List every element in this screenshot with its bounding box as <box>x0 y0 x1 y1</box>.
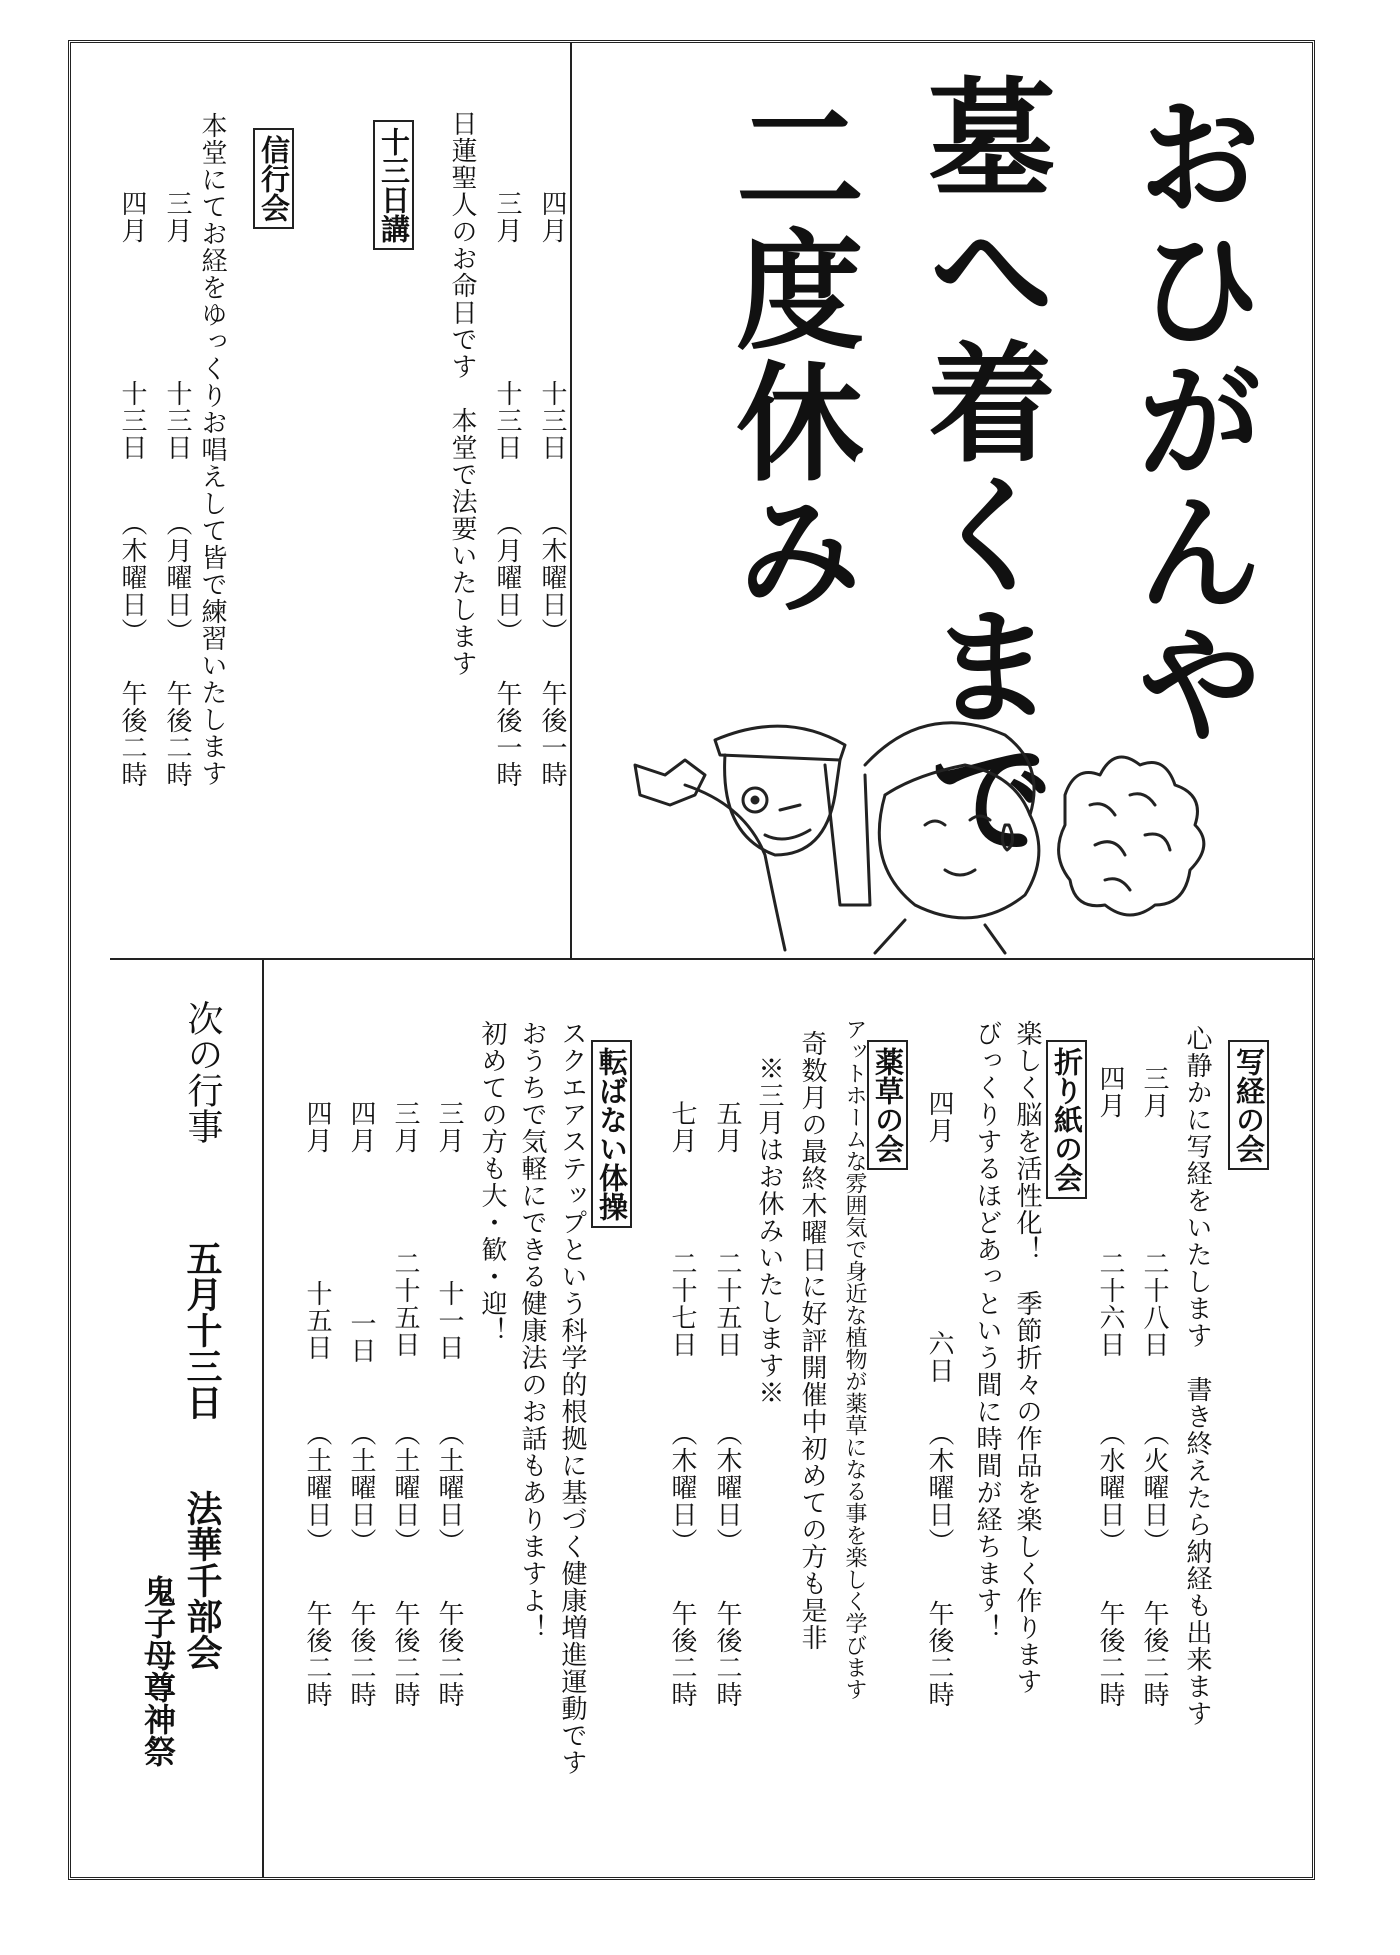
shingyo-row-1-weekday: （月曜日） <box>162 510 192 645</box>
taiso-row-1-weekday: （土曜日） <box>434 1420 464 1555</box>
middle-divider <box>110 958 1315 960</box>
shingyo-section <box>253 118 310 235</box>
shingyo-row-2-weekday: （木曜日） <box>117 510 147 645</box>
taiso-desc1: スクエアステップという科学的根拠に基づく健康増進運動です <box>557 1020 587 1776</box>
jusanichi-row-2-month: 四月 <box>537 190 567 244</box>
yakuso-desc2: 奇数月の最終木曜日に好評開催中初めての方も是非 <box>797 1030 827 1651</box>
jusanichi-row-1-month: 三月 <box>492 190 522 244</box>
shakyo-row-1-weekday: （火曜日） <box>1139 1420 1169 1555</box>
child-hair <box>865 723 1034 815</box>
shingyo-row-2-day: 十三日 <box>117 380 147 461</box>
yakuso-row-2-day: 二十七日 <box>667 1250 697 1358</box>
taiso-row-2-day: 二十五日 <box>390 1250 420 1358</box>
yakuso-row-1-month: 五月 <box>712 1100 742 1154</box>
origami-desc1: 楽しく脳を活性化！ 季節折々の作品を楽しく作ります <box>1012 1020 1042 1695</box>
shingyo-row-1-time: 午後二時 <box>162 680 192 788</box>
origami-desc2: びっくりするほどあっという間に時間が経ちます！ <box>972 1020 1002 1641</box>
shakyo-row-2-month: 四月 <box>1095 1065 1125 1119</box>
shingyo-row-2-time: 午後二時 <box>117 680 147 788</box>
shakyo-row-2-weekday: （水曜日） <box>1095 1420 1125 1555</box>
jusanichi-row-2-day: 十三日 <box>537 380 567 461</box>
yakuso-section <box>867 1030 924 1176</box>
jusanichi-row-1-time: 午後一時 <box>492 680 522 788</box>
jusanichi-section <box>373 110 430 256</box>
yakuso-row-2-weekday: （木曜日） <box>667 1420 697 1555</box>
next-event-name2: 鬼子母尊神祭 <box>139 1575 177 1767</box>
pointing-hand <box>635 760 705 805</box>
next-event-name1: 法華千部会 <box>181 1490 223 1670</box>
yakuso-row-1-time: 午後二時 <box>712 1600 742 1708</box>
taiso-row-2-weekday: （土曜日） <box>390 1420 420 1555</box>
origami-section <box>1046 1030 1103 1205</box>
headline-line1: おひがんや <box>1114 90 1263 750</box>
next-event-date: 五月十三日 <box>181 1240 223 1420</box>
shakyo-row-1-month: 三月 <box>1139 1065 1169 1119</box>
taiso-row-4-time: 午後二時 <box>302 1600 332 1708</box>
shingyo-row-1-day: 十三日 <box>162 380 192 461</box>
flowers <box>1059 757 1204 915</box>
towel <box>825 765 870 905</box>
shakyo-section <box>1228 1030 1285 1176</box>
jusanichi-row-1-day: 十三日 <box>492 380 522 461</box>
top-column-divider <box>570 42 572 958</box>
taiso-row-3-month: 四月 <box>346 1100 376 1154</box>
yakuso-row-1-day: 二十五日 <box>712 1250 742 1358</box>
yakuso-row-1-weekday: （木曜日） <box>712 1420 742 1555</box>
headline-line2: 墓へ着くまで <box>906 72 1055 864</box>
yakuso-row-2-month: 七月 <box>667 1100 697 1154</box>
taiso-row-1-month: 三月 <box>434 1100 464 1154</box>
origami-title: 折り紙の会 <box>1046 1040 1087 1199</box>
shakyo-row-2-time: 午後二時 <box>1095 1600 1125 1708</box>
next-event-label: 次の行事 <box>182 1000 223 1144</box>
yakuso-note: ※三月はお休みいたします※ <box>754 1055 784 1406</box>
headline-line3: 二度休み <box>714 92 863 620</box>
jusanichi-desc: 日蓮聖人のお命日です 本堂で法要いたします <box>447 110 477 677</box>
origami-row-1-time: 午後二時 <box>924 1600 954 1708</box>
taiso-title: 転ばない体操 <box>591 1040 632 1228</box>
taiso-row-4-weekday: （土曜日） <box>302 1420 332 1555</box>
shingyo-desc: 本堂にてお経をゆっくりお唱えして皆で練習いたします <box>197 112 227 787</box>
shingyo-title: 信行会 <box>253 128 294 229</box>
taiso-row-3-day: 一日 <box>346 1310 376 1364</box>
origami-row-1-month: 四月 <box>924 1090 954 1144</box>
yakuso-row-2-time: 午後二時 <box>667 1600 697 1708</box>
taiso-desc2: おうちで気軽にできる健康法のお話もありますよ！ <box>517 1020 547 1641</box>
taiso-desc3: 初めての方も大・歓・迎！ <box>477 1020 507 1344</box>
cartoon-illustration <box>625 705 1225 955</box>
shakyo-row-1-day: 二十八日 <box>1139 1250 1169 1358</box>
shakyo-row-2-day: 二十六日 <box>1095 1250 1125 1358</box>
bottom-column-divider <box>262 960 264 1878</box>
shakyo-row-1-time: 午後二時 <box>1139 1600 1169 1708</box>
shakyo-title: 写経の会 <box>1228 1040 1269 1170</box>
taiso-row-4-month: 四月 <box>302 1100 332 1154</box>
taiso-row-2-month: 三月 <box>390 1100 420 1154</box>
taiso-row-2-time: 午後二時 <box>390 1600 420 1708</box>
yakuso-title: 薬草の会 <box>867 1040 908 1170</box>
shingyo-row-1-month: 三月 <box>162 190 192 244</box>
shakyo-desc: 心静かに写経をいたします 書き終えたら納経も出来ます <box>1182 1025 1212 1727</box>
origami-row-1-day: 六日 <box>924 1330 954 1384</box>
jusanichi-row-2-weekday: （木曜日） <box>537 510 567 645</box>
origami-row-1-weekday: （木曜日） <box>924 1420 954 1555</box>
taiso-section <box>591 1030 648 1234</box>
cap <box>715 726 845 760</box>
jusanichi-title: 十三日講 <box>373 120 414 250</box>
taiso-row-4-day: 十五日 <box>302 1280 332 1361</box>
taiso-row-3-weekday: （土曜日） <box>346 1420 376 1555</box>
taiso-row-3-time: 午後二時 <box>346 1600 376 1708</box>
jusanichi-row-1-weekday: （月曜日） <box>492 510 522 645</box>
yakuso-desc1: アットホームな雰囲気で身近な植物が薬草になる事を楽しく学びます <box>842 1018 867 1700</box>
taiso-row-1-time: 午後二時 <box>434 1600 464 1708</box>
sweat-drop <box>1002 825 1012 850</box>
child-face <box>879 795 1039 918</box>
shingyo-row-2-month: 四月 <box>117 190 147 244</box>
taiso-row-1-day: 十一日 <box>434 1280 464 1361</box>
jusanichi-row-2-time: 午後一時 <box>537 680 567 788</box>
